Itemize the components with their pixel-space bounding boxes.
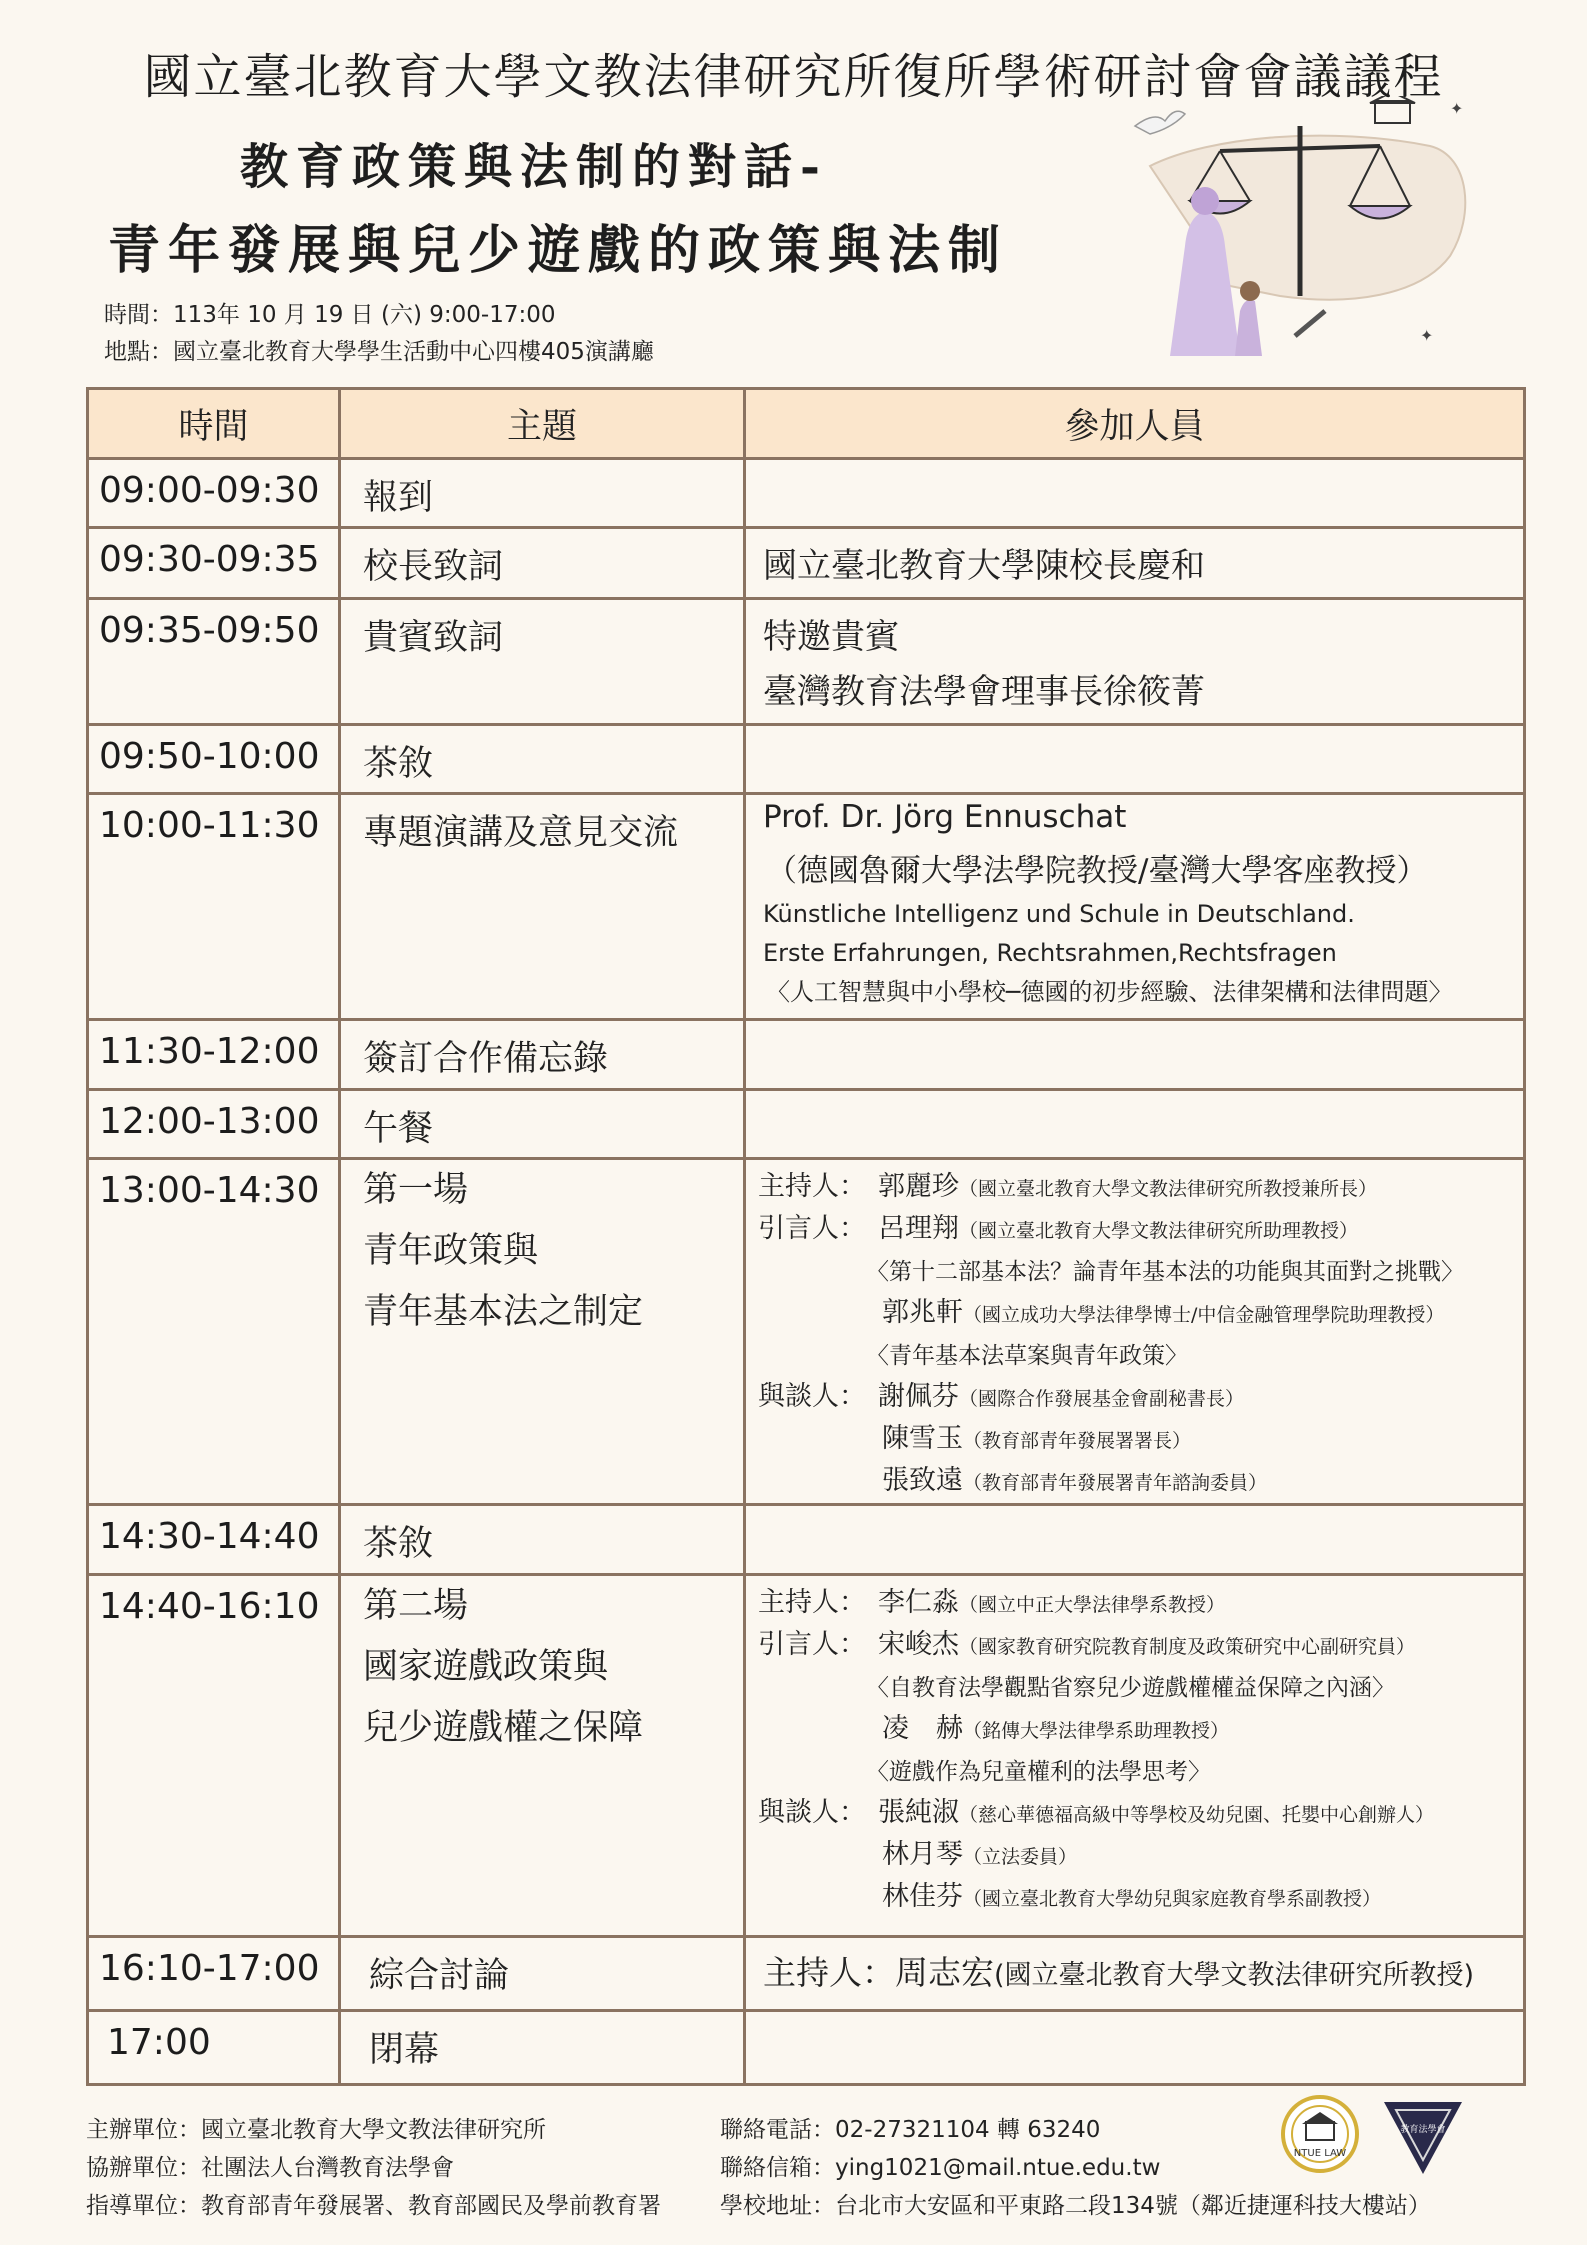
table-header-row bbox=[88, 389, 1525, 459]
table-row bbox=[88, 1090, 1525, 1159]
row-topic: 校長致詞 bbox=[340, 528, 745, 599]
row-participants bbox=[745, 1159, 1525, 1505]
row-participants bbox=[745, 2011, 1525, 2085]
row-time: 09:30-09:35 bbox=[88, 528, 340, 599]
dove-icon bbox=[1135, 111, 1185, 134]
speaker-line: 郭兆軒（國立成功大學法律學博士/中信金融管理學院助理教授） bbox=[882, 1297, 1445, 1328]
table-row bbox=[88, 1020, 1525, 1090]
speaker-topic: 〈青年基本法草案與青年政策〉 bbox=[866, 1343, 1188, 1369]
session-title-2: 兒少遊戲權之保障 bbox=[363, 1708, 644, 1748]
lecture-title-de-2: Erste Erfahrungen, Rechtsrahmen,Rechtsfragen bbox=[763, 939, 1337, 967]
row-topic: 報到 bbox=[340, 459, 745, 528]
row-participants bbox=[745, 599, 1525, 725]
header-participants: 參加人員 bbox=[745, 389, 1525, 459]
row-topic: 專題演講及意見交流 bbox=[340, 794, 745, 1020]
woman-head bbox=[1191, 187, 1219, 215]
discussant-line: 張致遠（教育部青年發展署青年諮詢委員） bbox=[882, 1465, 1268, 1496]
subtitle-line-1: 教育政策與法制的對話- bbox=[240, 139, 828, 195]
session-label: 第一場 bbox=[363, 1170, 469, 1210]
table-row bbox=[88, 1575, 1525, 1937]
discussant-line: 林佳芬（國立臺北教育大學幼兒與家庭教育學系副教授） bbox=[882, 1881, 1382, 1912]
education-law-association-logo bbox=[1382, 2098, 1464, 2176]
session-title-1: 青年政策與 bbox=[363, 1231, 539, 1271]
row-time: 17:00 bbox=[88, 2011, 340, 2085]
table-row bbox=[88, 528, 1525, 599]
table-row bbox=[88, 2011, 1525, 2085]
event-time: 時間：113年 10 月 19 日 (六) 9:00-17:00 bbox=[104, 302, 556, 328]
participant-line: 臺灣教育法學會理事長徐筱菁 bbox=[763, 672, 1205, 712]
speaker-topic: 〈自教育法學觀點省察兒少遊戲權權益保障之內涵〉 bbox=[866, 1675, 1395, 1701]
session-title-2: 青年基本法之制定 bbox=[363, 1292, 644, 1332]
speaker-line: 引言人： 呂理翔（國立臺北教育大學文教法律研究所助理教授） bbox=[758, 1213, 1359, 1244]
row-participants bbox=[745, 1575, 1525, 1937]
row-participants bbox=[745, 528, 1525, 599]
justice-scale-illustration bbox=[1130, 96, 1480, 376]
row-participants bbox=[745, 1090, 1525, 1159]
row-time: 09:00-09:30 bbox=[88, 459, 340, 528]
child-figure bbox=[1235, 300, 1262, 356]
school-address: 學校地址：台北市大安區和平東路二段134號（鄰近捷運科技大樓站） bbox=[720, 2193, 1431, 2219]
discussant-line: 與談人： 張純淑（慈心華德福高級中等學校及幼兒園、托嬰中心創辦人） bbox=[758, 1797, 1435, 1828]
event-place: 地點：國立臺北教育大學學生活動中心四樓405演講廳 bbox=[104, 339, 654, 365]
child-head bbox=[1240, 281, 1260, 301]
table-row bbox=[88, 459, 1525, 528]
gavel-icon bbox=[1295, 311, 1325, 336]
header-topic: 主題 bbox=[340, 389, 745, 459]
contact-phone: 聯絡電話：02-27321104 轉 63240 bbox=[720, 2117, 1101, 2143]
discussant-line: 林月琴（立法委員） bbox=[882, 1839, 1078, 1870]
row-topic: 閉幕 bbox=[340, 2011, 745, 2085]
session-label: 第二場 bbox=[363, 1586, 469, 1626]
row-topic: 貴賓致詞 bbox=[340, 599, 745, 725]
session-title-1: 國家遊戲政策與 bbox=[363, 1647, 609, 1687]
row-time: 14:40-16:10 bbox=[88, 1575, 340, 1937]
host-line: 主持人： 郭麗珍（國立臺北教育大學文教法律研究所教授兼所長） bbox=[758, 1171, 1378, 1202]
svg-text:✦: ✦ bbox=[1450, 99, 1464, 118]
svg-text:NTUE LAW: NTUE LAW bbox=[1293, 2148, 1347, 2159]
row-topic: 簽訂合作備忘錄 bbox=[340, 1020, 745, 1090]
row-topic: 茶敘 bbox=[340, 1505, 745, 1575]
subtitle-line-2: 青年發展與兒少遊戲的政策與法制 bbox=[108, 220, 1009, 281]
host-line: 主持人：周志宏(國立臺北教育大學文教法律研究所教授) bbox=[763, 1953, 1475, 1992]
ntue-law-logo bbox=[1280, 2094, 1360, 2174]
discussant-line: 與談人： 謝佩芬（國際合作發展基金會副秘書長） bbox=[758, 1381, 1245, 1412]
row-time: 09:35-09:50 bbox=[88, 599, 340, 725]
row-participants bbox=[745, 1505, 1525, 1575]
row-topic: 綜合討論 bbox=[340, 1937, 745, 2011]
page-title: 國立臺北教育大學文教法律研究所復所學術研討會會議議程 bbox=[143, 49, 1444, 105]
speaker-line: 引言人： 宋峻杰（國家教育研究院教育制度及政策研究中心副研究員） bbox=[758, 1629, 1416, 1660]
svg-text:教育法學會: 教育法學會 bbox=[1400, 2125, 1446, 2135]
row-topic bbox=[340, 1575, 745, 1937]
lecture-title-de-1: Künstliche Intelligenz und Schule in Deutschland. bbox=[763, 900, 1355, 928]
advisor: 指導單位：教育部青年發展署、教育部國民及學前教育署 bbox=[86, 2193, 661, 2219]
row-time: 13:00-14:30 bbox=[88, 1159, 340, 1505]
table-row bbox=[88, 599, 1525, 725]
row-time: 11:30-12:00 bbox=[88, 1020, 340, 1090]
svg-text:✦: ✦ bbox=[1420, 326, 1434, 345]
table-row bbox=[88, 725, 1525, 794]
row-topic: 午餐 bbox=[340, 1090, 745, 1159]
courthouse-icon bbox=[1375, 101, 1410, 123]
contact-email: 聯絡信箱：ying1021@mail.ntue.edu.tw bbox=[720, 2155, 1161, 2181]
speaker-line: 凌 赫（銘傳大學法律學系助理教授） bbox=[882, 1713, 1230, 1744]
row-time: 12:00-13:00 bbox=[88, 1090, 340, 1159]
table-row bbox=[88, 794, 1525, 1020]
participant-line: 特邀貴賓 bbox=[763, 617, 899, 657]
table-row bbox=[88, 1159, 1525, 1505]
row-participants bbox=[745, 725, 1525, 794]
row-time: 09:50-10:00 bbox=[88, 725, 340, 794]
table-row bbox=[88, 1937, 1525, 2011]
row-topic: 茶敘 bbox=[340, 725, 745, 794]
row-participants bbox=[745, 1020, 1525, 1090]
lecture-title-zh: 〈人工智慧與中小學校─德國的初步經驗、法律架構和法律問題〉 bbox=[766, 978, 1453, 1006]
row-time: 14:30-14:40 bbox=[88, 1505, 340, 1575]
host-line: 主持人： 李仁淼（國立中正大學法律學系教授） bbox=[758, 1587, 1226, 1618]
co-organizer: 協辦單位：社團法人台灣教育法學會 bbox=[86, 2155, 454, 2181]
speaker-topic: 〈遊戲作為兒童權利的法學思考〉 bbox=[866, 1759, 1211, 1785]
row-participants bbox=[745, 459, 1525, 528]
participant-line: 國立臺北教育大學陳校長慶和 bbox=[763, 546, 1205, 586]
row-participants bbox=[745, 794, 1525, 1020]
agenda-table bbox=[86, 387, 1526, 2086]
row-topic bbox=[340, 1159, 745, 1505]
table-row bbox=[88, 1505, 1525, 1575]
speaker-topic: 〈第十二部基本法？論青年基本法的功能與其面對之挑戰〉 bbox=[866, 1259, 1464, 1285]
header-time: 時間 bbox=[88, 389, 340, 459]
speaker-name: Prof. Dr. Jörg Ennuschat bbox=[763, 799, 1127, 835]
row-time: 10:00-11:30 bbox=[88, 794, 340, 1020]
organizer: 主辦單位：國立臺北教育大學文教法律研究所 bbox=[86, 2117, 546, 2143]
speaker-affiliation: （德國魯爾大學法學院教授/臺灣大學客座教授） bbox=[766, 853, 1428, 889]
row-time: 16:10-17:00 bbox=[88, 1937, 340, 2011]
discussant-line: 陳雪玉（教育部青年發展署署長） bbox=[882, 1423, 1192, 1454]
row-participants bbox=[745, 1937, 1525, 2011]
